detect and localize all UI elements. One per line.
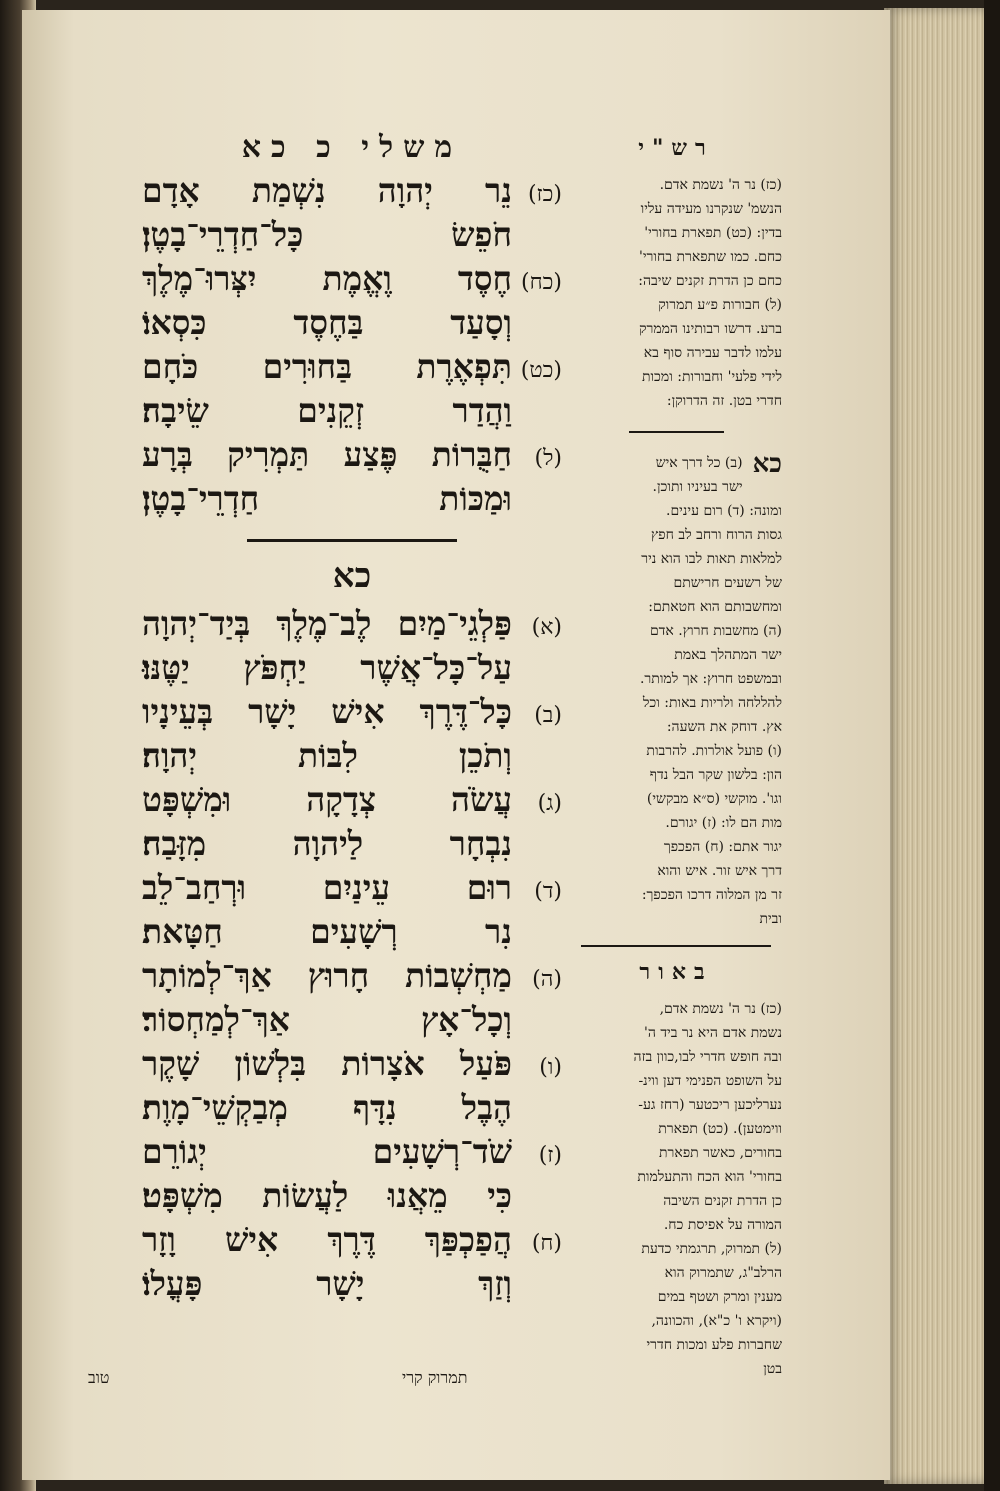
biur-line: הרלב"ג, שתמרוק הוא: [664, 1265, 782, 1281]
rashi-line: ומחשבותם הוא חטאתם:: [648, 599, 782, 615]
verse: [142, 169, 562, 257]
verse: [142, 433, 562, 521]
verse-line: פַּלְגֵי־מַיִם לֶב־מֶלֶךְ בְּיַד־יְהוָה: [142, 604, 512, 643]
verse-line: נִר רְשָׁעִים חַטָּאת׃: [142, 912, 512, 951]
verse-text: [142, 1130, 512, 1218]
biur-line: בחורים, כאשר תפארת: [659, 1145, 782, 1161]
rashi-line: זר מן המלוה דרכו הפכפך:: [641, 887, 782, 903]
verse-number: (ה): [532, 967, 562, 992]
verse-text: [142, 866, 512, 954]
verses-top: [142, 169, 562, 521]
verse-number: (ו): [539, 1055, 562, 1080]
biur-commentary: [570, 997, 782, 1381]
section-divider: [247, 539, 457, 542]
biur-line: בטן: [763, 1361, 782, 1377]
verse-text: [142, 169, 512, 257]
biur-line: על השופט הפנימי דען ווינ-: [638, 1073, 782, 1089]
rashi-line: גסות הרוח ורחב לב חפץ: [650, 527, 782, 543]
verse-number: (כז): [527, 182, 562, 207]
verse: [142, 1130, 562, 1218]
rashi-line: כחם כן הדרת זקנים שיבה:: [638, 273, 782, 289]
book-edge-dark: [984, 0, 1000, 1491]
rashi-line: ברע. דרשו רבותינו הממרק: [638, 321, 782, 337]
page-edges: [884, 8, 984, 1484]
verse-text: [142, 433, 512, 521]
verse-line: חֹפֵשׂ כָּל־חַדְרֵי־בָטֶן׃: [142, 215, 512, 254]
rashi-line: ישר בעיניו ותוכן.: [652, 479, 743, 495]
verse: [142, 690, 562, 778]
verse-line: כִּי מֵאֲנוּ לַעֲשׂוֹת מִשְׁפָּט׃: [142, 1176, 512, 1215]
verse-line: וְתֹכֵן לִבּוֹת יְהוָה׃: [142, 736, 512, 775]
biur-line: ובה חופש חדרי לבו,כוון בזה: [633, 1049, 782, 1065]
rashi-line: למלאות תאות לבו הוא ניר: [641, 551, 782, 567]
biur-line: (כז) נר ה' נשמת אדם,: [659, 1001, 782, 1017]
rashi-line: (ה) מחשבות חרוץ. אדם: [649, 623, 782, 639]
verses-bottom: [142, 602, 562, 1306]
verse-number: (כח): [521, 270, 562, 295]
biur-line: (ל) תמרוק, תרגמתי כדעת: [641, 1241, 782, 1257]
verse-text: [142, 690, 512, 778]
rashi-line: ובית: [759, 911, 782, 927]
verse-line: שֹׁד־רְשָׁעִים יְגוֹרֵם: [142, 1132, 512, 1171]
rashi-line: יגור אתם: (ח) הפכפך: [663, 839, 782, 855]
verse-number: (ח): [531, 1231, 562, 1256]
biur-line: מענין ומרק ושטף במים: [657, 1289, 782, 1305]
verse: [142, 257, 562, 345]
rashi-line: של רשעים חרישתם: [673, 575, 782, 591]
rashi-line: להללחה ולריות באות: וכל: [642, 695, 782, 711]
verse-text: [142, 778, 512, 866]
biur-line: המורה על אפיסת כח.: [663, 1217, 782, 1233]
catchword: תמרוק קרי: [402, 1368, 468, 1387]
biur-line: (ויקרא ו' כ"א), והכוונה,: [651, 1313, 782, 1329]
biur-line: כן הדרת זקנים השיבה: [663, 1193, 782, 1209]
verse-number: (כט): [520, 358, 562, 383]
verse-number: (א): [531, 615, 562, 640]
verse-text: [142, 257, 512, 345]
rashi-line: ומונה: (ד) רום עינים.: [666, 503, 782, 519]
verse-line: חַבֻּרוֹת פֶּצַע תַּמְרִיק בְּרָע: [142, 435, 512, 474]
verse-number: (ד): [534, 879, 562, 904]
verse-line: וְכָל־אָץ אַךְ־לְמַחְסוֹר׃: [142, 1000, 512, 1039]
commentary-chapter-label: כא: [752, 449, 782, 479]
main-text-column: [142, 130, 562, 1306]
verse-line: תִּפְאֶרֶת בַּחוּרִים כֹּחָם: [142, 347, 512, 386]
rashi-line: כחם. כמו שתפארת בחורי': [638, 249, 782, 265]
verse-line: חֶסֶד וֶאֱמֶת יִצְּרוּ־מֶלֶךְ: [142, 259, 512, 298]
verse: [142, 602, 562, 690]
verse-line: עֲשֹׂה צְדָקָה וּמִשְׁפָּט: [142, 780, 512, 819]
commentary-column: [570, 135, 782, 1381]
signature-mark: טוב: [88, 1368, 110, 1387]
verse-line: עַל־כָּל־אֲשֶׁר יַחְפֹּץ יַטֶּנּוּ׃: [142, 648, 512, 687]
verse: [142, 778, 562, 866]
rashi-line: ובמשפט חרוץ: אך למותר.: [639, 671, 782, 687]
verse-line: הֶבֶל נִדָּף מְבַקְשֵׁי־מָוֶת׃: [142, 1088, 512, 1127]
rashi-line: (כז) נר ה' נשמת אדם.: [659, 177, 782, 193]
verse-number: (ב): [534, 703, 562, 728]
verse-line: כָּל־דֶּרֶךְ אִישׁ יָשָׁר בְּעֵינָיו: [142, 692, 512, 731]
biur-line: נשמת אדם היא נר ביד ה': [643, 1025, 782, 1041]
verse-line: וְסָעַד בַּחֶסֶד כִּסְאוֹ׃: [142, 303, 512, 342]
rashi-line: דרך איש זור. איש והוא: [657, 863, 782, 879]
biur-header: באור: [639, 959, 713, 985]
biur-line: ווימטען). (כט) תפארת: [658, 1121, 782, 1137]
biur-line: בחורי' הוא הכח והתעלמות: [637, 1169, 782, 1185]
verse-line: נֵר יְהוָה נִשְׁמַת אָדָם: [142, 171, 512, 210]
verse-line: וְזַךְ יָשָׁר פָּעֳלוֹ׃: [142, 1264, 512, 1303]
verse-line: הֲפַכְפַּךְ דֶּרֶךְ אִישׁ וָזָר: [142, 1220, 512, 1259]
verse-number: (ז): [538, 1143, 562, 1168]
rashi-line: לידי פלעי' וחבורות: ומכות: [641, 369, 782, 385]
verse-text: [142, 954, 512, 1042]
rashi-line: ישר המתהלך באמת: [674, 647, 782, 663]
rashi-commentary: [570, 173, 782, 413]
verse-text: [142, 345, 512, 433]
rashi-line: מות הם לו: (ז) יגורם.: [665, 815, 782, 831]
verse-number: (ג): [537, 791, 562, 816]
rashi-line: הון: בלשון שקר הבל נדף: [649, 767, 782, 783]
rashi-line: בדין: (כט) תפארת בחורי': [644, 225, 782, 241]
verse: [142, 345, 562, 433]
rashi-line: (ו) פועל אולרות. להרבות: [646, 743, 782, 759]
rashi-line: (ל) חבורות פ״ע תמרוק: [658, 297, 782, 313]
rashi-line: אץ. דוחק את השעה:: [666, 719, 782, 735]
verse: [142, 1218, 562, 1306]
verse: [142, 954, 562, 1042]
verse-line: פֹּעַל אֹצָרוֹת בִּלְשׁוֹן שָׁקֶר: [142, 1044, 512, 1083]
page-title: משלי כ כא: [241, 130, 463, 165]
verse-line: רוּם עֵינַיִם וּרְחַב־לֵב: [142, 868, 512, 907]
verse-text: [142, 1218, 512, 1306]
verse-line: מַחְשְׁבוֹת חָרוּץ אַךְ־לְמוֹתָר: [142, 956, 512, 995]
rashi-commentary-continued: [570, 451, 782, 931]
chapter-heading: כא: [332, 556, 372, 596]
verse-line: וַהֲדַר זְקֵנִים שֵׂיבָה׃: [142, 391, 512, 430]
verse-line: וּמַכּוֹת חַדְרֵי־בָטֶן׃: [142, 479, 512, 518]
rashi-header: רש"י: [638, 135, 714, 161]
verse-number: (ל): [534, 446, 562, 471]
rashi-line: עלמו לדבר עבירה סוף בא: [643, 345, 782, 361]
rashi-line: חדרי בטן. זה הדרוקן:: [666, 393, 782, 409]
rashi-line: הנשמ' שנקרנו מעידה עליו: [640, 201, 782, 217]
verse-text: [142, 602, 512, 690]
rashi-line: וגו'. מוקשי (ס״א מבקשי): [646, 791, 782, 807]
biur-line: נערליכען ריכטער (רחז גע-: [638, 1097, 782, 1113]
book-page: [22, 10, 890, 1480]
verse: [142, 866, 562, 954]
commentary-divider: [629, 431, 724, 433]
verse-line: נִבְחָר לַיהוָה מִזָּבַח׃: [142, 824, 512, 863]
verse-text: [142, 1042, 512, 1130]
rashi-line: (ב) כל דרך איש: [655, 455, 743, 471]
biur-divider: [581, 945, 771, 947]
biur-line: שחברות פלע ומכות חדרי: [646, 1337, 782, 1353]
verse: [142, 1042, 562, 1130]
